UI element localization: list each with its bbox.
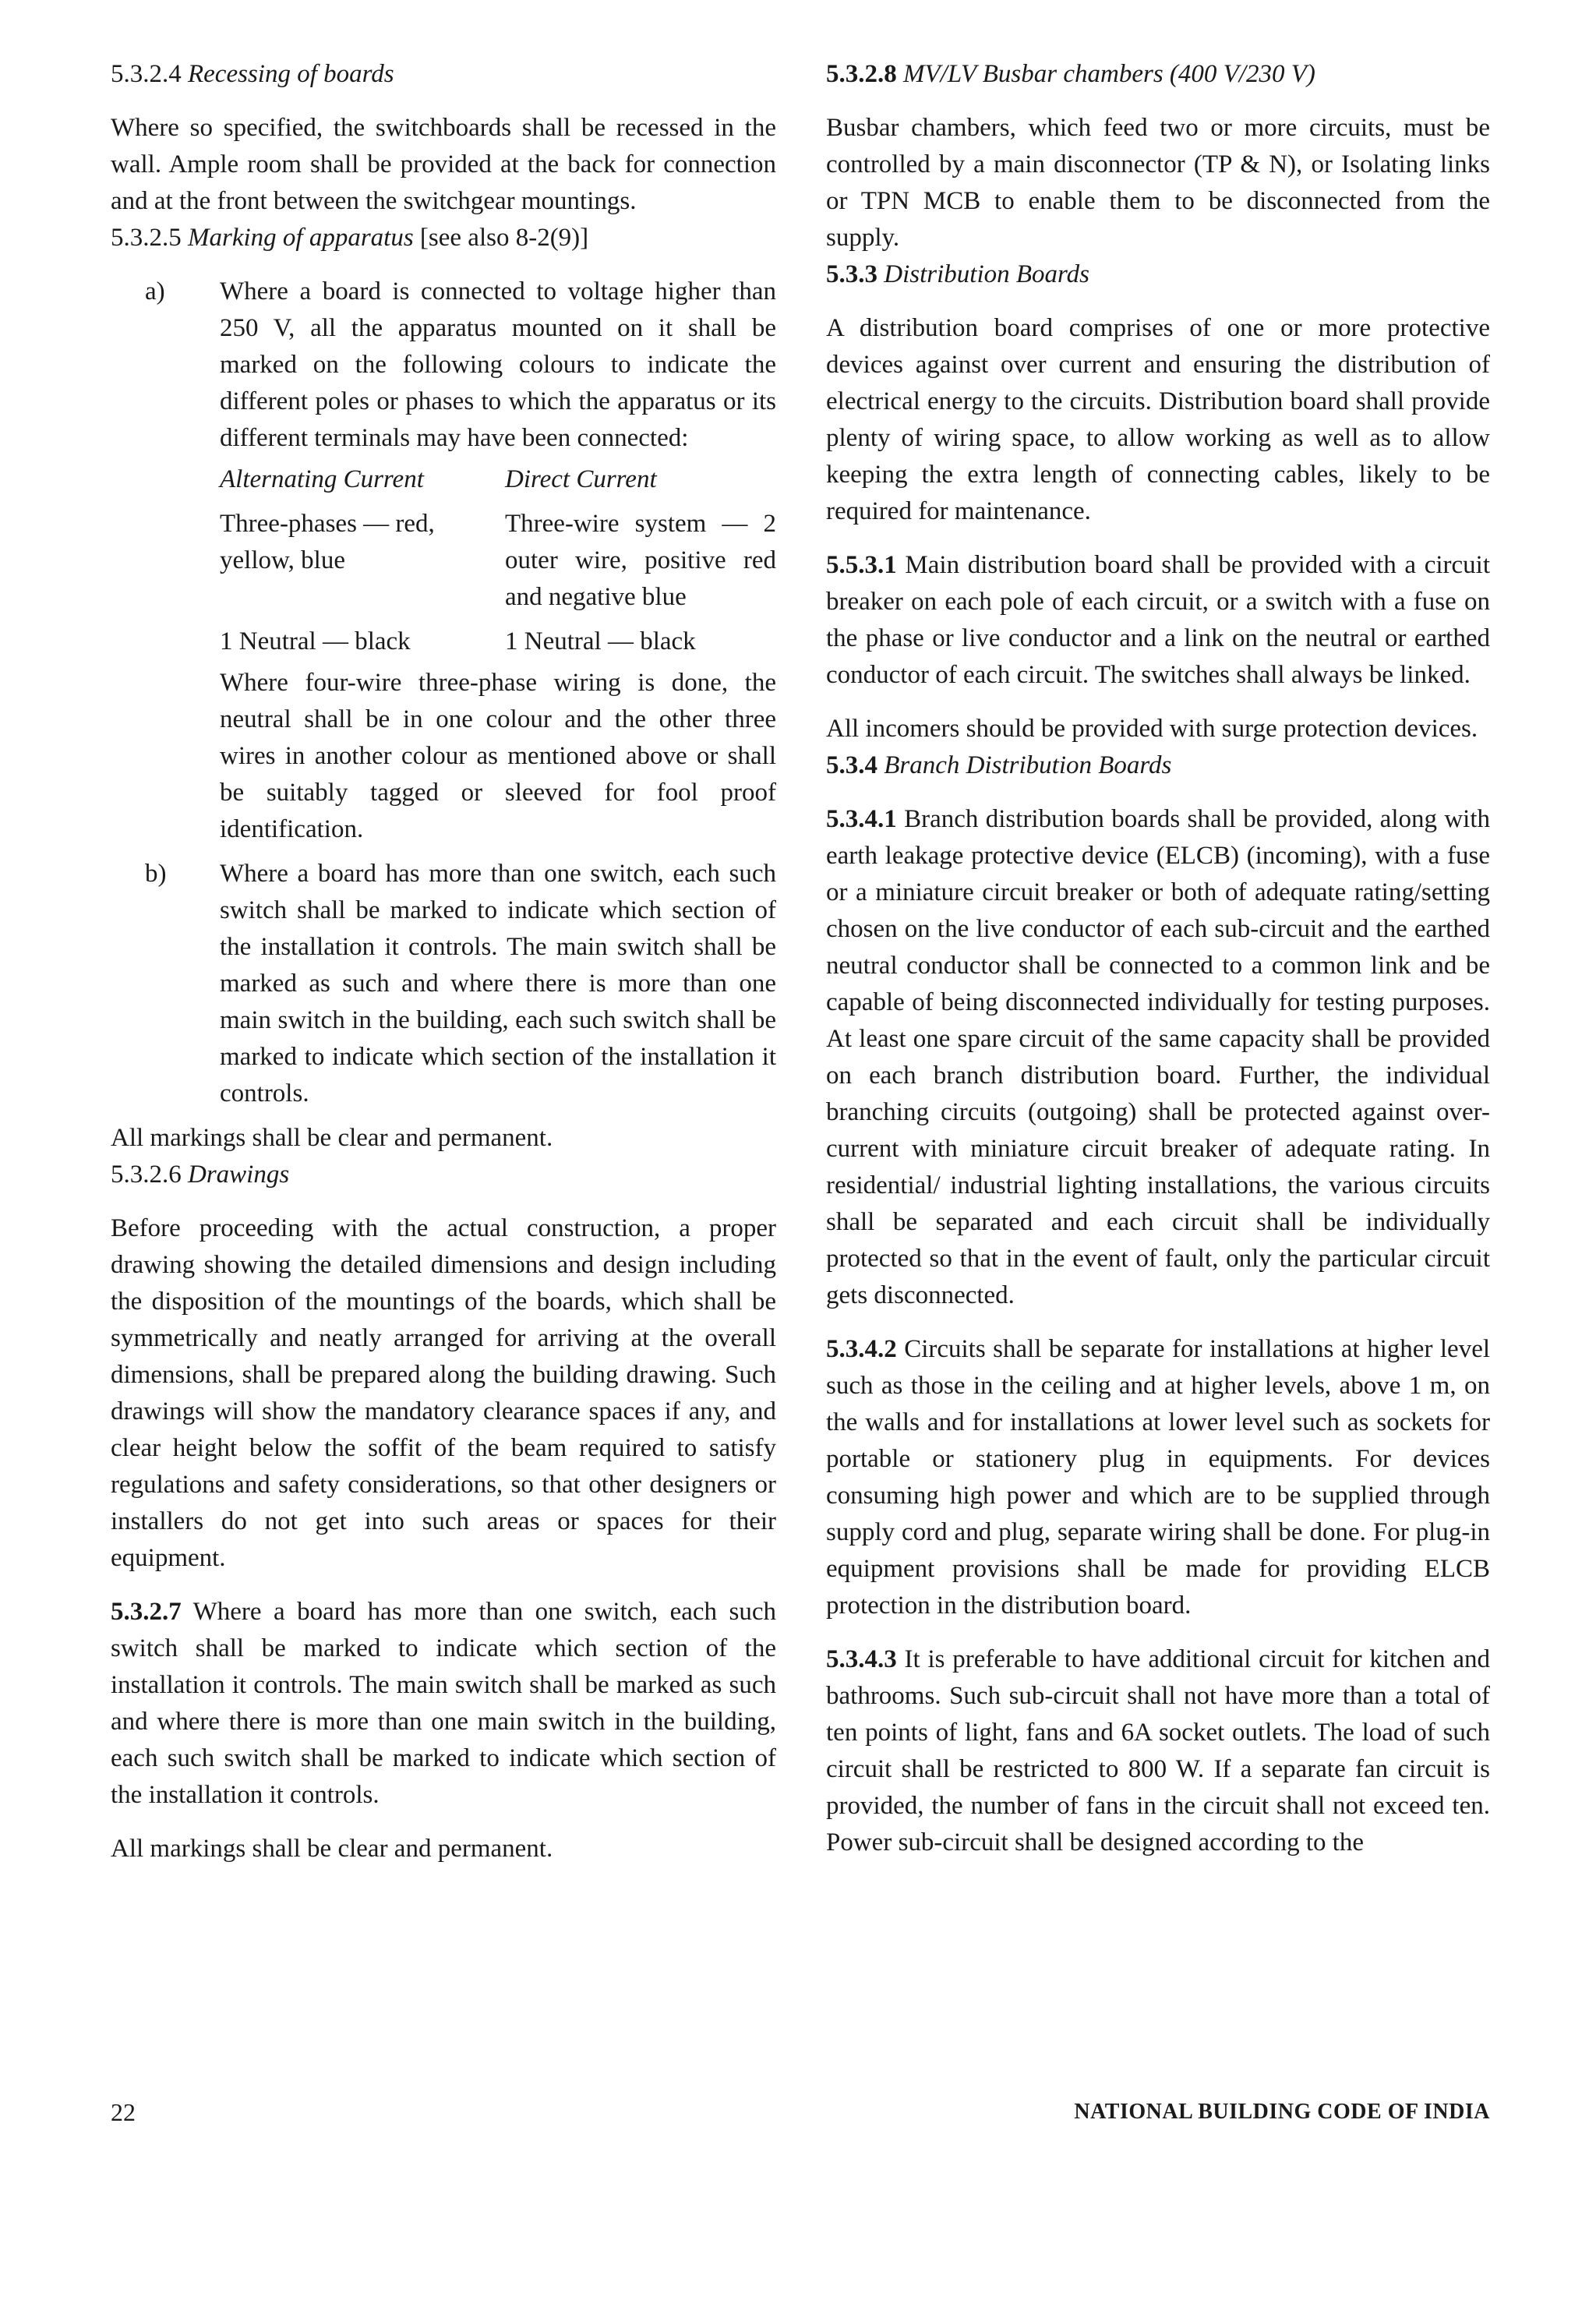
section-title: Distribution Boards bbox=[884, 260, 1089, 288]
section-5-3-2-8-text: Busbar chambers, which feed two or more circuits, must be controlled by a main disconnector (TP & N), or Isolating links or TPN MCB to enable them to be disconnected from the supply. bbox=[826, 114, 1490, 252]
closing-note: All markings shall be clear and permanent. bbox=[111, 1835, 553, 1863]
section-title: Drawings bbox=[188, 1160, 290, 1189]
colour-code-table bbox=[220, 461, 776, 660]
section-5-3-3-heading bbox=[826, 256, 1490, 293]
section-number: 5.3.4.3 bbox=[826, 1645, 897, 1673]
list-item-text: Where a board has more than one switch, each such switch shall be marked to indicate which section of the installation it controls. The main switch shall be marked as such and where there is more than one main switch in the building, each such switch shall be marked to indicate which section of the installation it controls. bbox=[220, 860, 776, 1108]
section-number: 5.3.2.4 bbox=[111, 60, 182, 88]
publication-title: NATIONAL BUILDING CODE OF INDIA bbox=[1074, 2100, 1490, 2124]
section-body: Main distribution board shall be provided with a circuit breaker on each pole of each circuit, or a switch with a fuse on the phase or live conductor and a link on the neutral or earthed conductor of each circuit. The switches shall always be linked. bbox=[826, 551, 1490, 689]
list-marker: b) bbox=[145, 860, 167, 888]
right-column bbox=[826, 56, 1490, 1861]
section-body: Branch distribution boards shall be provided, along with earth leakage protective device (ELCB) (incoming), with a fuse or a miniature circuit breaker or both of adequate rating/setting chosen on the live conductor of each sub-circuit and the earthed neutral conductor shall be connected to a common link and be capable of being disconnected individually for testing purposes. At least one spare circuit of the same capacity shall be provided on each branch distribution board. Further, the individual branching circuits (outgoing) shall be protected against over-current with miniature circuit breaker of adequate rating. In residential/ industrial lighting installations, the various circuits shall be separated and each circuit shall be individually protected so that in the event of fault, only the particular circuit gets disconnected. bbox=[826, 805, 1491, 1309]
left-column bbox=[111, 56, 776, 1867]
section-5-3-2-6-heading bbox=[111, 1157, 776, 1193]
table-cell: Three-wire system — 2 outer wire, positive red and negative blue bbox=[505, 510, 776, 611]
section-5-3-4-1-text bbox=[826, 801, 1490, 1314]
section-number: 5.3.2.8 bbox=[826, 60, 897, 88]
section-body: Where a board has more than one switch, each such switch shall be marked to indicate which section of the installation it controls. The main switch shall be marked as such and where there is more than one main switch in the building, each such switch shall be marked to indicate which section of the installation it controls. bbox=[111, 1598, 776, 1809]
table-cell: 1 Neutral — black bbox=[220, 627, 411, 655]
page-number: 22 bbox=[111, 2098, 136, 2126]
section-number: 5.3.2.7 bbox=[111, 1598, 182, 1626]
section-5-3-3-text: A distribution board comprises of one or more protective devices against over current and ensuring the distribution of electrical energy to the circuits. Distribution board shall provide plenty of wiring space, to allow working as well as to allow keeping the extra length of connecting cables, likely to be required for maintenance. bbox=[826, 314, 1490, 525]
surge-protection-note: All incomers should be provided with surge protection devices. bbox=[826, 715, 1478, 743]
section-5-3-2-7-text bbox=[111, 1594, 776, 1814]
section-5-5-3-1-text bbox=[826, 547, 1490, 694]
section-title: MV/LV Busbar chambers (400 V/230 V) bbox=[903, 60, 1315, 88]
section-number: 5.3.3 bbox=[826, 260, 877, 288]
list-marker: a) bbox=[145, 277, 165, 306]
section-number: 5.3.4.1 bbox=[826, 805, 897, 833]
section-5-3-2-6-text: Before proceeding with the actual construction, a proper drawing showing the detailed dimensions and design including the disposition of the mountings of the boards, which shall be symmetrically and neatly arranged for arriving at the overall dimensions, shall be prepared along the building drawing. Such drawings will show the mandatory clearance spaces if any, and clear height below the soffit of the beam required to satisfy regulations and safety considerations, so that other designers or installers do not get into such areas or spaces for their equipment. bbox=[111, 1214, 776, 1572]
section-5-3-4-heading bbox=[826, 747, 1490, 784]
section-title: Marking of apparatus bbox=[188, 224, 414, 252]
section-number: 5.3.2.5 bbox=[111, 224, 182, 252]
section-number: 5.3.4.2 bbox=[826, 1335, 897, 1363]
section-5-3-4-2-text bbox=[826, 1331, 1490, 1624]
table-cell: 1 Neutral — black bbox=[505, 627, 696, 655]
section-reference: [see also 8-2(9)] bbox=[419, 224, 589, 252]
section-number: 5.3.4 bbox=[826, 751, 877, 779]
section-title: Recessing of boards bbox=[188, 60, 394, 88]
list-item-b bbox=[111, 856, 776, 1112]
table-header-dc: Direct Current bbox=[505, 465, 657, 493]
table-cell: Three-phases — red, yellow, blue bbox=[220, 510, 435, 574]
list-item-text: Where a board is connected to voltage higher than 250 V, all the apparatus mounted on it shall be marked on the following colours to indicate the different poles or phases to which the apparatus or its different terminals may have been connected: bbox=[220, 277, 776, 452]
section-5-3-2-5-heading bbox=[111, 220, 776, 256]
list-item-followup: Where four-wire three-phase wiring is done, the neutral shall be in one colour and the other three wires in another colour as mentioned above or shall be suitably tagged or sleeved for fool proof identification. bbox=[220, 669, 776, 843]
list-item-a bbox=[111, 274, 776, 848]
section-body: Circuits shall be separate for installations at higher level such as those in the ceiling and at higher levels, above 1 m, on the walls and for installations at lower level such as sockets for portable or stationery plug in equipments. For devices consuming high power and which are to be supplied through supply cord and plug, separate wiring shall be done. For plug-in equipment provisions shall be made for providing ELCB protection in the distribution board. bbox=[826, 1335, 1491, 1620]
table-header-ac: Alternating Current bbox=[220, 465, 424, 493]
section-5-3-2-8-heading bbox=[826, 56, 1490, 93]
section-number: 5.3.2.6 bbox=[111, 1160, 182, 1189]
section-5-3-2-4-text: Where so specified, the switchboards shall be recessed in the wall. Ample room shall be provided at the back for connection and at the front between the switchgear mountings. bbox=[111, 114, 776, 215]
section-title: Branch Distribution Boards bbox=[884, 751, 1172, 779]
closing-note: All markings shall be clear and permanent. bbox=[111, 1124, 553, 1152]
section-number: 5.5.3.1 bbox=[826, 551, 897, 579]
section-5-3-4-3-text bbox=[826, 1641, 1490, 1861]
section-body: It is preferable to have additional circuit for kitchen and bathrooms. Such sub-circuit shall not have more than a total of ten points of light, fans and 6A socket outlets. The load of such circuit shall be restricted to 800 W. If a separate fan circuit is provided, the number of fans in the circuit shall not exceed ten. Power sub-circuit shall be designed according to the bbox=[826, 1645, 1491, 1856]
section-5-3-2-4-heading bbox=[111, 56, 776, 93]
